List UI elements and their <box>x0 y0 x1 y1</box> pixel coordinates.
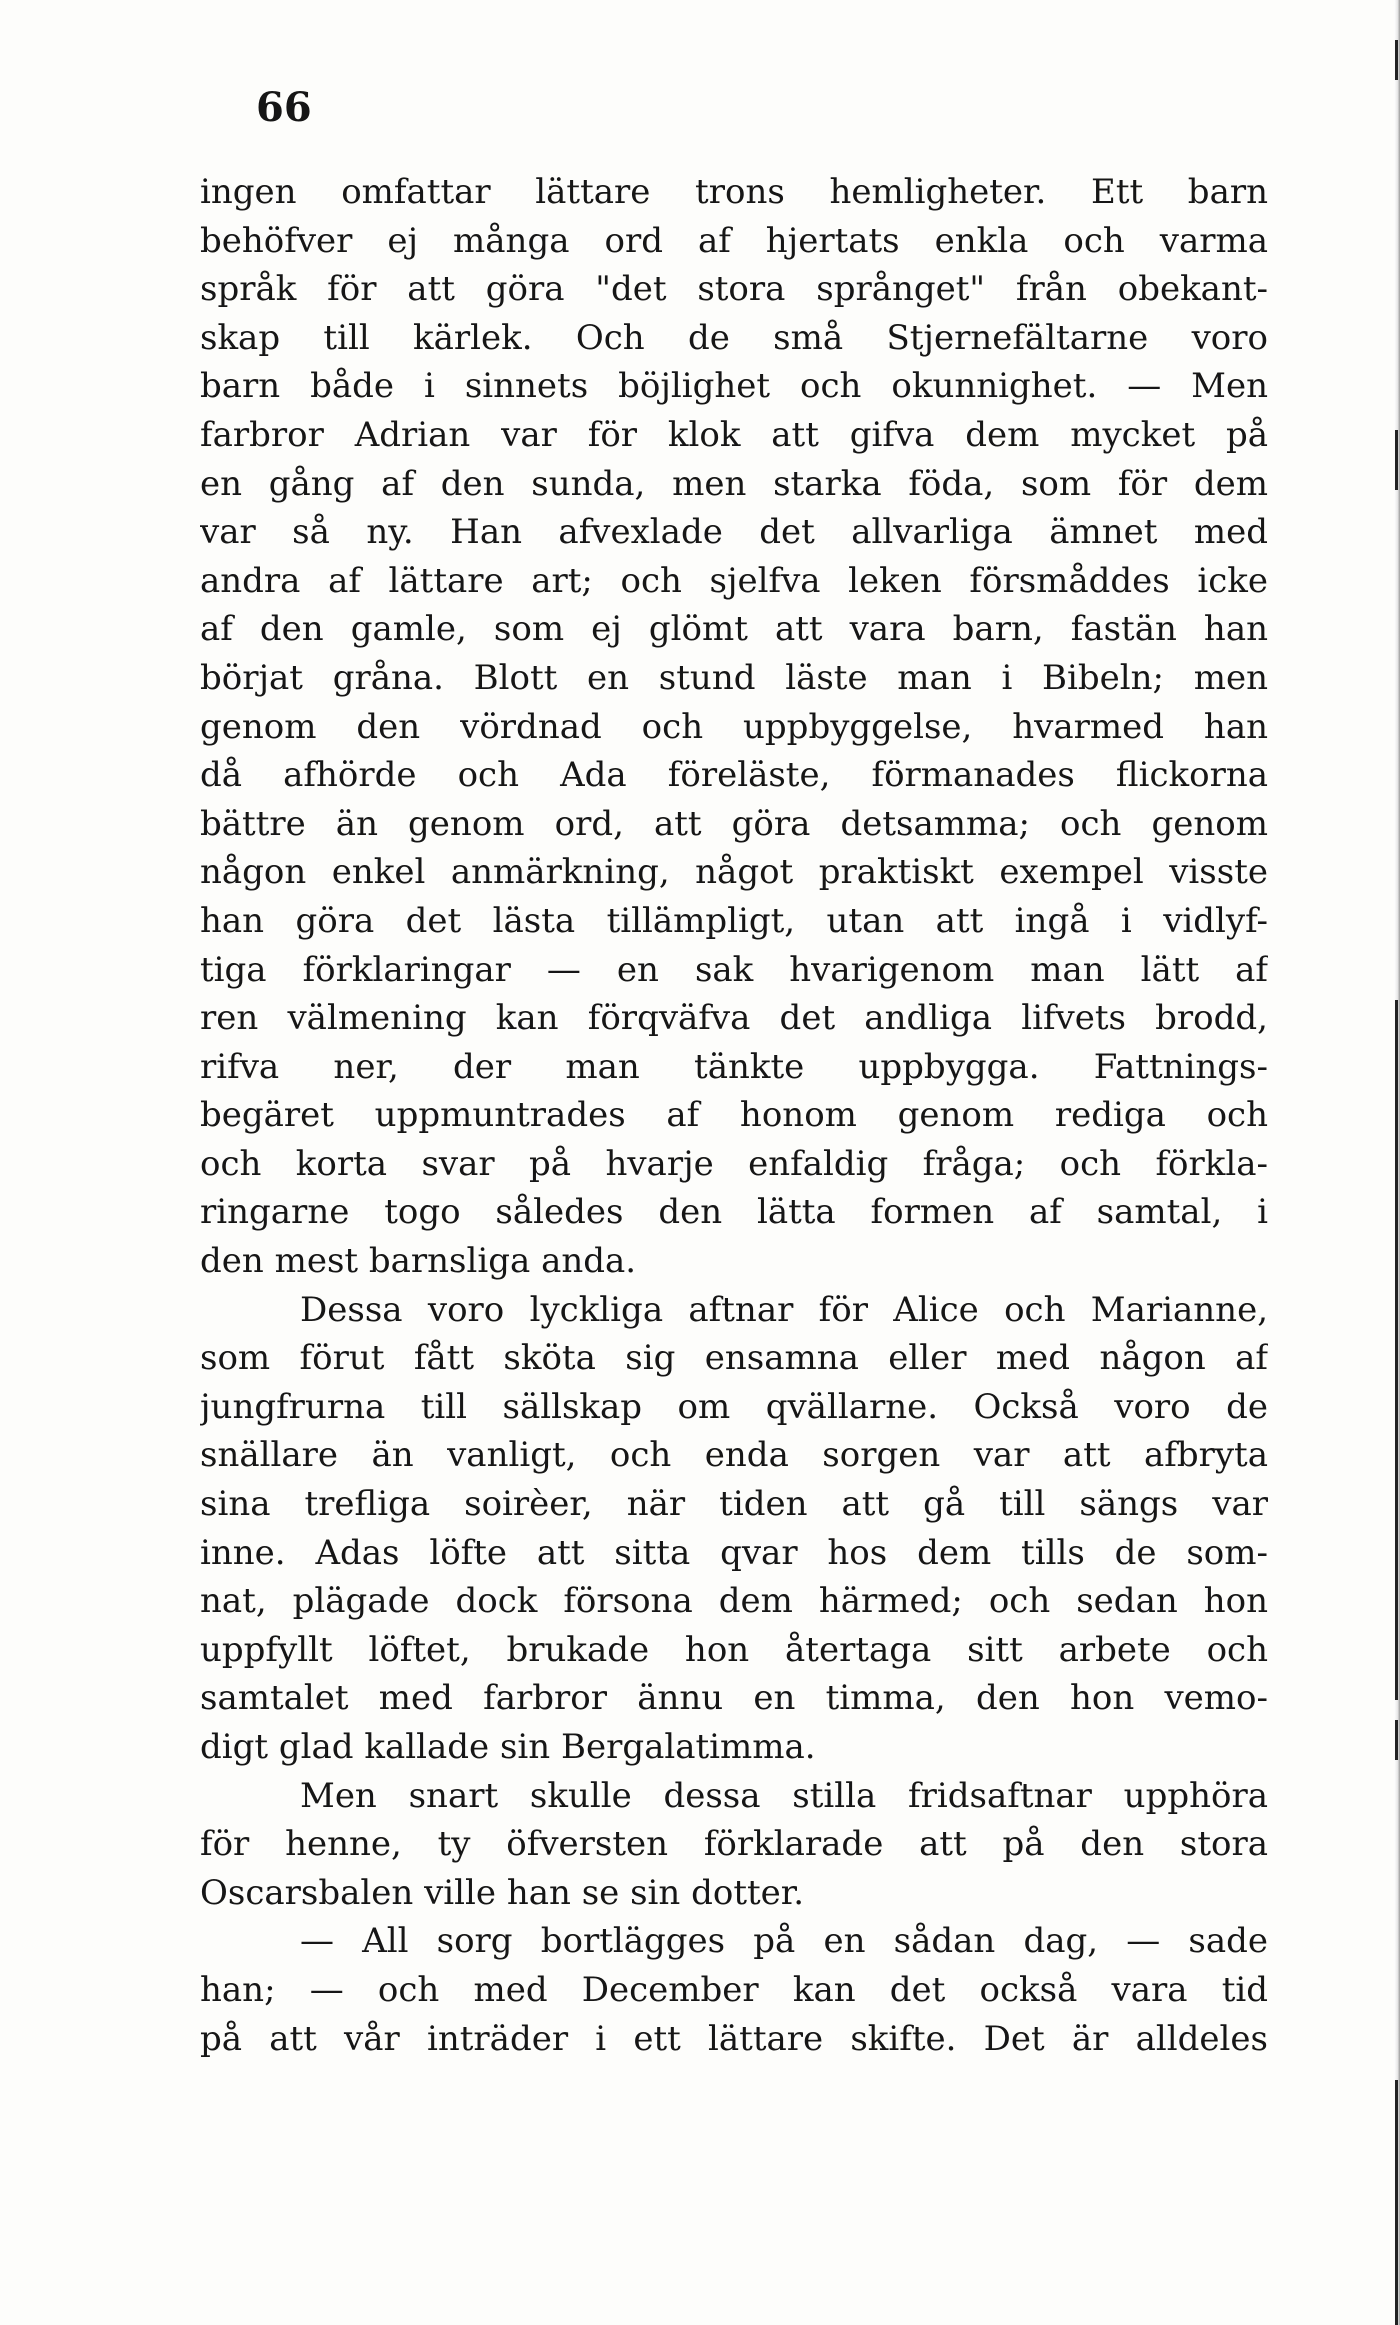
page-number: 66 <box>256 84 312 131</box>
text-line: börjat gråna. Blott en stund läste man i Bibeln; men <box>200 657 1268 698</box>
text-line: och korta svar på hvarje enfaldig fråga; och förkla- <box>200 1143 1268 1184</box>
text-line: språk för att göra "det stora språnget" från obekant- <box>200 269 1268 310</box>
text-line: bättre än genom ord, att göra detsamma; och genom <box>200 803 1268 844</box>
text-line: — All sorg bortlägges på en sådan dag, — sade <box>300 1921 1268 1962</box>
text-line: Oscarsbalen ville han se sin dotter. <box>200 1872 805 1913</box>
text-line: var så ny. Han afvexlade det allvarliga ämnet med <box>200 512 1268 553</box>
scan-edge-mark <box>1395 2080 1398 2325</box>
text-line: uppfyllt löftet, brukade hon återtaga sitt arbete och <box>200 1629 1268 1670</box>
text-line: för henne, ty öfversten förklarade att på den stora <box>200 1824 1268 1865</box>
text-line: digt glad kallade sin Bergalatimma. <box>200 1727 816 1767</box>
text-line: begäret uppmuntrades af honom genom rediga och <box>200 1095 1268 1136</box>
text-line: genom den vördnad och uppbyggelse, hvarmed han <box>200 706 1268 747</box>
text-line: behöfver ej många ord af hjertats enkla och varma <box>200 220 1268 261</box>
scan-edge-mark <box>1395 40 1398 80</box>
text-line: Dessa voro lyckliga aftnar för Alice och Marianne, <box>300 1289 1268 1330</box>
text-line: han göra det lästa tillämpligt, utan att ingå i vidlyf- <box>200 900 1268 941</box>
text-line: sina trefliga soirèer, när tiden att gå till sängs var <box>200 1484 1268 1525</box>
text-line: skap till kärlek. Och de små Stjernefältarne voro <box>200 317 1268 358</box>
text-line: nat, plägade dock försona dem härmed; och sedan hon <box>200 1581 1268 1622</box>
text-line: snällare än vanligt, och enda sorgen var att afbryta <box>200 1435 1268 1476</box>
text-line: farbror Adrian var för klok att gifva dem mycket på <box>200 414 1268 455</box>
text-line: han; — och med December kan det också vara tid <box>200 1969 1268 2010</box>
text-line: tiga förklaringar — en sak hvarigenom man lätt af <box>200 949 1268 990</box>
text-line: någon enkel anmärkning, något praktiskt exempel visste <box>200 852 1268 893</box>
text-line: den mest barnsliga anda. <box>200 1241 637 1282</box>
text-line: ringarne togo således den lätta formen af samtal, i <box>200 1192 1268 1233</box>
text-line: Men snart skulle dessa stilla fridsaftnar upphöra <box>300 1775 1268 1816</box>
text-line: som förut fått sköta sig ensamna eller med någon af <box>200 1338 1268 1379</box>
text-line: jungfrurna till sällskap om qvällarne. Också voro de <box>200 1386 1268 1427</box>
text-line: af den gamle, som ej glömt att vara barn, fastän han <box>200 609 1268 650</box>
text-line: samtalet med farbror ännu en timma, den hon vemo- <box>200 1678 1268 1719</box>
text-line: andra af lättare art; och sjelfva leken försmåddes icke <box>200 560 1268 601</box>
text-line: på att vår inträder i ett lättare skifte. Det är alldeles <box>200 2018 1268 2059</box>
text-line: en gång af den sunda, men starka föda, som för dem <box>200 463 1268 504</box>
scan-edge-mark <box>1395 430 1398 490</box>
text-line: ren välmening kan förqväfva det andliga lifvets brodd, <box>200 998 1268 1039</box>
scan-edge-mark <box>1395 1720 1398 1760</box>
text-line: rifva ner, der man tänkte uppbygga. Fattnings- <box>200 1046 1268 1087</box>
body-text <box>200 168 1268 2063</box>
text-line: barn både i sinnets böjlighet och okunnighet. — Men <box>200 366 1268 407</box>
text-line: ingen omfattar lättare trons hemligheter. Ett barn <box>200 172 1268 212</box>
text-line: inne. Adas löfte att sitta qvar hos dem tills de som- <box>200 1532 1268 1573</box>
scan-edge-mark <box>1395 1000 1398 1700</box>
text-line: då afhörde och Ada föreläste, förmanades flickorna <box>200 755 1268 796</box>
